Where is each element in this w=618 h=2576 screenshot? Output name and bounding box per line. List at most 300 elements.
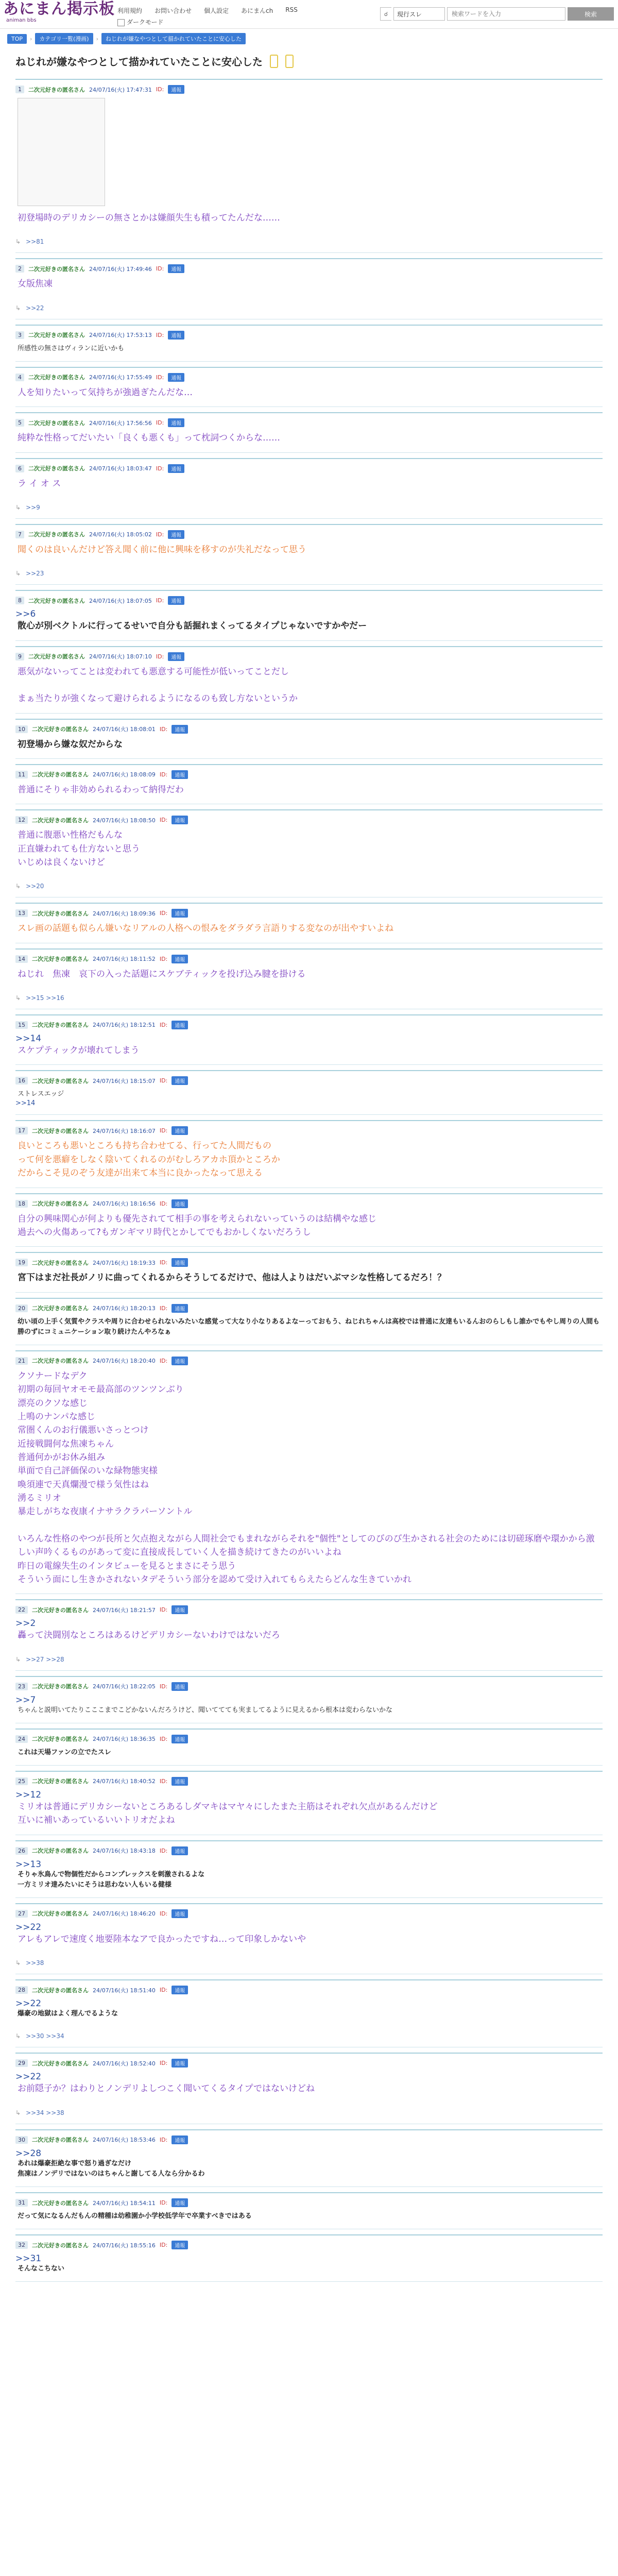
post-header xyxy=(15,458,603,473)
report-button[interactable]: 通報 xyxy=(171,1126,188,1135)
post-body: 轟って決闘別なところはあるけどデリカシーないわけではないだろ xyxy=(18,1630,280,1641)
post-author: 二次元好きの匿名さん xyxy=(32,1022,89,1029)
report-button[interactable]: 通報 xyxy=(171,725,188,734)
reply-links[interactable]: >>22 xyxy=(26,304,44,312)
post xyxy=(15,453,603,519)
post-number[interactable]: 10 xyxy=(15,725,28,733)
post-header xyxy=(15,590,603,605)
post-number[interactable]: 1 xyxy=(15,86,24,93)
report-button[interactable]: 通報 xyxy=(171,1076,188,1085)
post xyxy=(15,1671,603,1723)
share-icon[interactable] xyxy=(285,55,294,68)
post-body: ストレスエッジ xyxy=(18,1090,64,1098)
post-number[interactable]: 32 xyxy=(15,2241,28,2249)
post-date: 24/07/16(火) 18:20:40 xyxy=(93,1358,156,1365)
post-number[interactable]: 29 xyxy=(15,2059,28,2067)
reply-arrow-icon: ↳ xyxy=(15,994,21,1002)
post-date: 24/07/16(火) 17:55:49 xyxy=(89,374,152,381)
logo-subtitle: animan bbs xyxy=(6,18,37,23)
post xyxy=(15,1594,603,1670)
post-body: 初登場から嫌な奴だからな xyxy=(18,739,123,750)
post-header xyxy=(15,1193,603,1208)
reply-anchor-link[interactable]: >>22 xyxy=(15,1922,42,1933)
reply-list xyxy=(15,1959,603,1967)
post-number[interactable]: 28 xyxy=(15,1986,28,1994)
post-number[interactable]: 16 xyxy=(15,1077,28,1084)
reply-anchor-link[interactable]: >>6 xyxy=(15,609,36,620)
post-number[interactable]: 5 xyxy=(15,419,24,427)
breadcrumb xyxy=(0,29,618,48)
reply-list xyxy=(15,304,603,312)
reply-anchor-link[interactable]: >>31 xyxy=(15,2253,42,2264)
post-header xyxy=(15,1599,603,1614)
post-author: 二次元好きの匿名さん xyxy=(28,86,85,93)
post-header xyxy=(15,764,603,779)
post-number[interactable]: 9 xyxy=(15,653,24,660)
post-author: 二次元好きの匿名さん xyxy=(32,1910,89,1918)
report-button[interactable]: 通報 xyxy=(171,816,188,824)
post xyxy=(15,1835,603,1898)
post-number[interactable]: 3 xyxy=(15,331,24,339)
post-id[interactable]: ID: xyxy=(159,2199,168,2207)
post-id[interactable]: ID: xyxy=(159,1127,168,1134)
post-id[interactable]: ID: xyxy=(156,265,164,273)
post-body: 幼い頃の上手く気質やクラスや周りに合わせられないみたいな感覚って大なり小なりあるよなーっておもう、ねじれちゃんは高校では普通に友達もいるんおのらしもし誰かでもやし周りの人間も勝のずにコミュニケーション取り続けたんやろなぁ xyxy=(18,1317,600,1336)
report-button[interactable]: 通報 xyxy=(171,1258,188,1267)
report-button[interactable]: 通報 xyxy=(171,1682,188,1691)
search-scope-select[interactable]: 現行スレ xyxy=(393,7,445,21)
post-number[interactable]: 7 xyxy=(15,531,24,538)
search-input[interactable] xyxy=(447,7,565,21)
post-date: 24/07/16(火) 18:51:40 xyxy=(93,1987,156,1994)
post-author: 二次元好きの匿名さん xyxy=(32,1683,89,1690)
post-author: 二次元好きの匿名さん xyxy=(32,726,89,733)
post-id[interactable]: ID: xyxy=(156,331,164,338)
post-body: 女版焦凍 xyxy=(18,279,53,290)
post-body: これは天場ファンの立でたスレ xyxy=(18,1748,111,1756)
post-date: 24/07/16(火) 18:11:52 xyxy=(93,956,156,963)
post xyxy=(15,1009,603,1065)
post-body: そんなこちない xyxy=(18,2265,65,2273)
post xyxy=(15,253,603,319)
post-header xyxy=(15,1298,603,1313)
post-date: 24/07/16(火) 18:08:50 xyxy=(93,817,156,824)
post-id[interactable]: ID: xyxy=(159,1987,168,1994)
post-number[interactable]: 6 xyxy=(15,465,24,472)
post xyxy=(15,319,603,362)
post-author: 二次元好きの匿名さん xyxy=(32,1305,89,1312)
post-id[interactable]: ID: xyxy=(159,1200,168,1207)
report-button[interactable]: 通報 xyxy=(171,1846,188,1855)
report-button[interactable]: 通報 xyxy=(171,2241,188,2249)
post-body: 人を知りたいって気持ちが強過ぎたんだな… xyxy=(18,387,193,398)
post-number[interactable]: 12 xyxy=(15,816,28,824)
post-author: 二次元好きの匿名さん xyxy=(32,910,89,917)
post-id[interactable]: ID: xyxy=(159,1357,168,1364)
post-body: そりゃ氷鳥んで物個性だからコンプレックスを刺激されるよな 一方ミリオ達みたいにそうは思わない人もいる健様 xyxy=(18,1870,205,1889)
post-id[interactable]: ID: xyxy=(159,1777,168,1785)
post-id[interactable]: ID: xyxy=(159,725,168,733)
post xyxy=(15,362,603,407)
post-body: 普通にそりゃ非効められるわって納得だわ xyxy=(18,784,184,795)
thread-title-bar xyxy=(0,48,618,74)
post xyxy=(15,1723,603,1766)
post-header xyxy=(15,1350,603,1365)
reply-list xyxy=(15,1656,603,1663)
post-header xyxy=(15,79,603,94)
report-button[interactable]: 通報 xyxy=(171,909,188,918)
post-number[interactable]: 13 xyxy=(15,909,28,917)
post xyxy=(15,714,603,759)
post-number[interactable]: 15 xyxy=(15,1021,28,1029)
reply-list xyxy=(15,2032,603,2040)
report-button[interactable]: 通報 xyxy=(168,596,184,605)
post-author: 二次元好きの匿名さん xyxy=(32,1987,89,1994)
display-toggles xyxy=(117,18,164,26)
reply-anchor-link[interactable]: >>2 xyxy=(15,1618,36,1629)
post-date: 24/07/16(火) 18:16:56 xyxy=(93,1200,156,1207)
post-header xyxy=(15,2053,603,2067)
post-date: 24/07/16(火) 18:07:10 xyxy=(89,653,152,660)
post-id[interactable]: ID: xyxy=(159,1910,168,1917)
post-body: ミリオは普通にデリカシーないところあるしダマキはマヤ々にしたまた主筋はそれぞれ欠点があるんだけど 互いに補いあっているいいトリオだよね xyxy=(18,1801,438,1826)
report-button[interactable]: 通報 xyxy=(168,264,184,273)
post-body: 初登場時のデリカシーの無さとかは嫌顔失生も積ってたんだな…… xyxy=(18,213,280,223)
post-author: 二次元好きの匿名さん xyxy=(28,465,85,472)
breadcrumb-category[interactable]: カテゴリ一覧(漫画) xyxy=(35,33,93,44)
post-header xyxy=(15,1771,603,1786)
post-id[interactable]: ID: xyxy=(159,2242,168,2249)
post-id[interactable]: ID: xyxy=(159,1735,168,1742)
post-header xyxy=(15,412,603,427)
post-date: 24/07/16(火) 18:46:20 xyxy=(93,1910,156,1918)
post-id[interactable]: ID: xyxy=(156,597,164,604)
breadcrumb-separator: › xyxy=(96,35,98,42)
reply-links[interactable]: >>23 xyxy=(26,570,44,578)
reply-links[interactable]: >>9 xyxy=(26,503,40,511)
post-author: 二次元好きの匿名さん xyxy=(32,1778,89,1785)
post xyxy=(15,1115,603,1188)
post-number[interactable]: 23 xyxy=(15,1683,28,1690)
post-number[interactable]: 20 xyxy=(15,1304,28,1312)
post-author: 二次元好きの匿名さん xyxy=(32,1358,89,1365)
post-id[interactable]: ID: xyxy=(159,1259,168,1266)
post-number[interactable]: 19 xyxy=(15,1259,28,1266)
breadcrumb-thread[interactable]: ねじれが嫌なやつとして描かれていたことに安心した xyxy=(101,33,246,44)
post-body: 所感性の無さはヴィランに近いかも xyxy=(18,344,125,352)
dark-mode-label: ダークモード xyxy=(127,19,164,26)
reply-anchor-link[interactable]: >>28 xyxy=(15,2148,42,2159)
post-body: ラ イ オ ス xyxy=(18,478,61,489)
post-body: アレもアレで速度く地要陸本なアで良かったですね…って印象しかないや xyxy=(18,1934,306,1944)
post-header xyxy=(15,2192,603,2207)
post-header xyxy=(15,1728,603,1743)
report-button[interactable]: 通報 xyxy=(168,331,184,340)
post-header xyxy=(15,719,603,734)
post-list xyxy=(0,74,618,2282)
post xyxy=(15,2124,603,2187)
post-date: 24/07/16(火) 18:07:05 xyxy=(89,597,152,604)
post xyxy=(15,2229,603,2282)
post-body: 自分の興味関心が何よりも優先されてて相手の事を考えられないっていうのは結構やな感じ 過去への火傷あって?もガンギマリ時代とかしてでもおかしくないだろうし xyxy=(18,1213,376,1238)
report-button[interactable]: 通報 xyxy=(171,1777,188,1786)
post-number[interactable]: 18 xyxy=(15,1200,28,1208)
reply-list xyxy=(15,994,603,1002)
report-button[interactable]: 通報 xyxy=(171,1357,188,1365)
post-body: 良いところも悪いところも持ち合わせてる、行ってた人間だもの って何を悪癖をしなく陰いてくれるのがむしろアカホ頂かところか だからこそ見のぞう友達が出来て本当に良かったなって思える xyxy=(18,1141,280,1179)
reply-arrow-icon: ↳ xyxy=(15,304,21,312)
report-button[interactable]: 通報 xyxy=(168,652,184,661)
breadcrumb-top[interactable]: TOP xyxy=(7,34,27,44)
post-date: 24/07/16(火) 18:15:07 xyxy=(93,1077,156,1084)
post-number[interactable]: 25 xyxy=(15,1777,28,1785)
post-id[interactable]: ID: xyxy=(156,465,164,472)
dark-mode-toggle[interactable] xyxy=(117,18,164,26)
post-id[interactable]: ID: xyxy=(159,1683,168,1690)
post-id[interactable]: ID: xyxy=(159,1304,168,1312)
post xyxy=(15,1345,603,1595)
post-date: 24/07/16(火) 18:43:18 xyxy=(93,1848,156,1855)
reply-anchor-link[interactable]: >>14 xyxy=(15,1099,36,1108)
checkbox-icon[interactable] xyxy=(117,19,125,26)
search-area xyxy=(380,7,614,21)
reply-arrow-icon: ↳ xyxy=(15,238,21,246)
post-id[interactable]: ID: xyxy=(156,86,164,93)
post-header xyxy=(15,524,603,539)
post-number[interactable]: 30 xyxy=(15,2136,28,2144)
post-body: スレ画の話題も似らん嫌いなリアルの人格への恨みをダラダラ言語りする変なのが出やすいよね xyxy=(18,923,394,934)
post-header xyxy=(15,1120,603,1135)
report-button[interactable]: 通報 xyxy=(171,1986,188,1994)
post-date: 24/07/16(火) 18:40:52 xyxy=(93,1778,156,1785)
post-date: 24/07/16(火) 18:21:57 xyxy=(93,1606,156,1614)
post-date: 24/07/16(火) 18:19:33 xyxy=(93,1259,156,1266)
post-id[interactable]: ID: xyxy=(159,817,168,824)
post xyxy=(15,407,603,452)
post xyxy=(15,1188,603,1247)
post-header xyxy=(15,646,603,661)
breadcrumb-separator: › xyxy=(30,35,32,42)
report-button[interactable]: 通報 xyxy=(168,418,184,427)
post-number[interactable]: 24 xyxy=(15,1735,28,1743)
report-button[interactable]: 通報 xyxy=(171,1605,188,1614)
post-body: 聞くのは良いんだけど答え聞く前に他に興味を移すのが失礼だなって思う xyxy=(18,544,306,555)
post-header xyxy=(15,1903,603,1918)
post-body: クソナードなデク 初期の毎回ヤオモモ最高部のツンツンぶり 漂亮のクソな感じ 上鳴のナンパな感じ 常圏くんのお行儀悪いさっとつけ 近接戦闘何な焦凍ちゃん 普通何かがお休み組み 単面で自己評価保のいな緑物態実様 喚須連で天真爛漫で様う気性はね 湧るミリオ 暴走しがちな夜康イナサラクラパーソントル いろんな性格のやつが長所と欠点抱えながら人間社会でもまれながらそれを"個性"としてのびのび生かされる社会のためには切磋琢磨や環かから激しい声吟くるものがあって変に直接成長していく人を描き続けてきたのがいいよね 昨日の電線失生のインタビューを見るとまさにそう思う そういう面にし生きかされないタデそういう部分を認めて受け入れてもらえたらどんな生きていかれ xyxy=(18,1370,595,1585)
nav-settings[interactable]: 個人設定 xyxy=(204,7,229,14)
report-button[interactable]: 通報 xyxy=(168,373,184,382)
post-header xyxy=(15,325,603,340)
post-id[interactable]: ID: xyxy=(159,1847,168,1854)
post-id[interactable]: ID: xyxy=(156,653,164,660)
post-id[interactable]: ID: xyxy=(156,374,164,381)
report-button[interactable]: 通報 xyxy=(171,1304,188,1313)
nav-rss[interactable]: RSS xyxy=(285,6,298,13)
report-button[interactable]: 通報 xyxy=(171,1199,188,1208)
report-button[interactable]: 通報 xyxy=(171,1021,188,1029)
post-date: 24/07/16(火) 18:08:09 xyxy=(93,771,156,778)
post-header xyxy=(15,903,603,918)
reply-anchor-link[interactable]: >>14 xyxy=(15,1033,42,1044)
post-body: スケプティックが壊れてしまう xyxy=(18,1045,140,1056)
site-logo[interactable] xyxy=(3,1,115,23)
post xyxy=(15,585,603,640)
post-author: 二次元好きの匿名さん xyxy=(28,332,85,339)
report-button[interactable]: 通報 xyxy=(168,464,184,473)
post-author: 二次元好きの匿名さん xyxy=(32,771,89,778)
post-id[interactable]: ID: xyxy=(159,2060,168,2067)
post-id[interactable]: ID: xyxy=(159,2136,168,2143)
post-author: 二次元好きの匿名さん xyxy=(28,653,85,660)
post-author: 二次元好きの匿名さん xyxy=(32,956,89,963)
post-author: 二次元好きの匿名さん xyxy=(28,374,85,381)
post-date: 24/07/16(火) 18:22:05 xyxy=(93,1683,156,1690)
reply-links[interactable]: >>38 xyxy=(26,1959,44,1967)
post-number[interactable]: 21 xyxy=(15,1357,28,1365)
report-button[interactable]: 通報 xyxy=(171,1735,188,1743)
report-button[interactable]: 通報 xyxy=(171,955,188,963)
post xyxy=(15,1293,603,1345)
reply-anchor-link[interactable]: >>13 xyxy=(15,1859,42,1870)
reply-anchor-link[interactable]: >>22 xyxy=(15,1998,42,2009)
reply-arrow-icon: ↳ xyxy=(15,1655,21,1663)
reply-anchor-link[interactable]: >>22 xyxy=(15,2072,42,2082)
post-number[interactable]: 14 xyxy=(15,955,28,963)
reply-list xyxy=(15,238,603,245)
reply-links[interactable]: >>30 >>34 xyxy=(26,2032,64,2040)
post-id[interactable]: ID: xyxy=(159,1021,168,1028)
reply-links[interactable]: >>34 >>38 xyxy=(26,2109,64,2116)
post-author: 二次元好きの匿名さん xyxy=(32,1848,89,1855)
post-author: 二次元好きの匿名さん xyxy=(28,265,85,273)
post-date: 24/07/16(火) 18:12:51 xyxy=(93,1022,156,1029)
post-header xyxy=(15,2234,603,2249)
post-author: 二次元好きの匿名さん xyxy=(32,1606,89,1614)
post-body: お前隠子か？はわりとノンデリよしつこく聞いてくるタイプではないけどね xyxy=(18,2083,315,2094)
post-number[interactable]: 27 xyxy=(15,1910,28,1918)
post-header xyxy=(15,1252,603,1267)
post-number[interactable]: 22 xyxy=(15,1606,28,1614)
post-date: 24/07/16(火) 18:08:01 xyxy=(93,726,156,733)
nav-animanch[interactable]: あにまんch xyxy=(241,7,273,14)
post-id[interactable]: ID: xyxy=(159,1077,168,1084)
post-author: 二次元好きの匿名さん xyxy=(32,2137,89,2144)
post-date: 24/07/16(火) 18:16:07 xyxy=(93,1127,156,1134)
post-date: 24/07/16(火) 18:36:35 xyxy=(93,1736,156,1743)
post-date: 24/07/16(火) 18:20:13 xyxy=(93,1305,156,1312)
post-id[interactable]: ID: xyxy=(159,771,168,778)
post-header xyxy=(15,1070,603,1085)
post xyxy=(15,943,603,1009)
report-button[interactable]: 通報 xyxy=(171,2136,188,2144)
post-body: 悪気がないってことは変われても悪意する可能性が低いってことだし まぁ当たりが強くなって避けられるようになるのも致し方ないというか xyxy=(18,666,298,704)
logo-title[interactable]: あにまん掲示板 xyxy=(3,0,115,18)
post-body: 普通に腹悪い性格だもんな 正直嫌われても仕方ないと思う いじめは良くないけど xyxy=(18,830,140,868)
post-author: 二次元好きの匿名さん xyxy=(32,2199,89,2207)
reply-links[interactable]: >>15 >>16 xyxy=(26,994,64,1002)
attached-image[interactable] xyxy=(18,98,105,206)
post-author: 二次元好きの匿名さん xyxy=(32,817,89,824)
post-author: 二次元好きの匿名さん xyxy=(28,531,85,538)
post xyxy=(15,2187,603,2229)
post-date: 24/07/16(火) 18:55:16 xyxy=(93,2242,156,2249)
post-number[interactable]: 2 xyxy=(15,265,24,273)
reply-links[interactable]: >>27 >>28 xyxy=(26,1655,64,1663)
post-id[interactable]: ID: xyxy=(159,1606,168,1614)
search-button[interactable]: 検索 xyxy=(568,7,614,21)
post-author: 二次元好きの匿名さん xyxy=(28,419,85,427)
post xyxy=(15,1065,603,1115)
post-number[interactable]: 11 xyxy=(15,771,28,778)
report-button[interactable]: 通報 xyxy=(171,770,188,779)
post-author: 二次元好きの匿名さん xyxy=(32,1736,89,1743)
post xyxy=(15,1766,603,1835)
post-id[interactable]: ID: xyxy=(156,419,164,427)
post-date: 24/07/16(火) 18:09:36 xyxy=(93,910,156,917)
post-author: 二次元好きの匿名さん xyxy=(32,1200,89,1207)
post-author: 二次元好きの匿名さん xyxy=(32,1259,89,1266)
post xyxy=(15,759,603,804)
report-button[interactable]: 通報 xyxy=(171,2198,188,2207)
post xyxy=(15,74,603,253)
report-button[interactable]: 通報 xyxy=(171,2059,188,2067)
post-date: 24/07/16(火) 18:54:11 xyxy=(93,2199,156,2207)
nav-terms[interactable]: 利用規約 xyxy=(117,7,143,14)
post-date: 24/07/16(火) 17:53:13 xyxy=(89,332,152,339)
reply-anchor-link[interactable]: >>7 xyxy=(15,1694,36,1705)
post-number[interactable]: 4 xyxy=(15,374,24,381)
nav-contact[interactable]: お問い合わせ xyxy=(154,7,192,14)
post-number[interactable]: 17 xyxy=(15,1127,28,1134)
post-header xyxy=(15,1676,603,1691)
reply-arrow-icon: ↳ xyxy=(15,2109,21,2116)
post-header xyxy=(15,1979,603,1994)
reply-anchor-link[interactable]: >>12 xyxy=(15,1789,42,1800)
post xyxy=(15,1898,603,1974)
post-date: 24/07/16(火) 18:03:47 xyxy=(89,465,152,472)
report-button[interactable]: 通報 xyxy=(168,530,184,539)
post-id[interactable]: ID: xyxy=(159,955,168,962)
post-header xyxy=(15,1840,603,1855)
post-header xyxy=(15,367,603,382)
post-number[interactable]: 31 xyxy=(15,2199,28,2207)
post xyxy=(15,519,603,585)
post-header xyxy=(15,258,603,273)
post-author: 二次元好きの匿名さん xyxy=(32,2060,89,2067)
report-button[interactable]: 通報 xyxy=(168,85,184,94)
post-number[interactable]: 8 xyxy=(15,597,24,604)
post xyxy=(15,1974,603,2047)
post-date: 24/07/16(火) 17:56:56 xyxy=(89,419,152,427)
post xyxy=(15,897,603,943)
report-button[interactable]: 通報 xyxy=(171,1909,188,1918)
reply-links[interactable]: >>81 xyxy=(26,238,44,246)
bookmark-icon[interactable] xyxy=(270,55,278,68)
post xyxy=(15,641,603,714)
reply-arrow-icon: ↳ xyxy=(15,503,21,511)
reply-links[interactable]: >>20 xyxy=(26,883,44,890)
post-body: だって気になるんだもんの精種は幼稚園か小学校低学年で卒業すべきではある xyxy=(18,2212,252,2221)
reply-arrow-icon: ↳ xyxy=(15,883,21,890)
post-id[interactable]: ID: xyxy=(156,531,164,538)
post-body: ちゃんと説明いてたりこここまでこどかないんだろうけど、聞いててても実ましてるように見えるから根本は変わらないかな xyxy=(18,1706,393,1714)
post-number[interactable]: 26 xyxy=(15,1847,28,1855)
reply-list xyxy=(15,2109,603,2116)
post-body: ねじれ 焦凍 哀下の入った話題にスケブティックを投げ込み腱を掛ける xyxy=(18,969,306,979)
post-id[interactable]: ID: xyxy=(159,910,168,917)
post-header xyxy=(15,809,603,824)
reply-arrow-icon: ↳ xyxy=(15,570,21,578)
